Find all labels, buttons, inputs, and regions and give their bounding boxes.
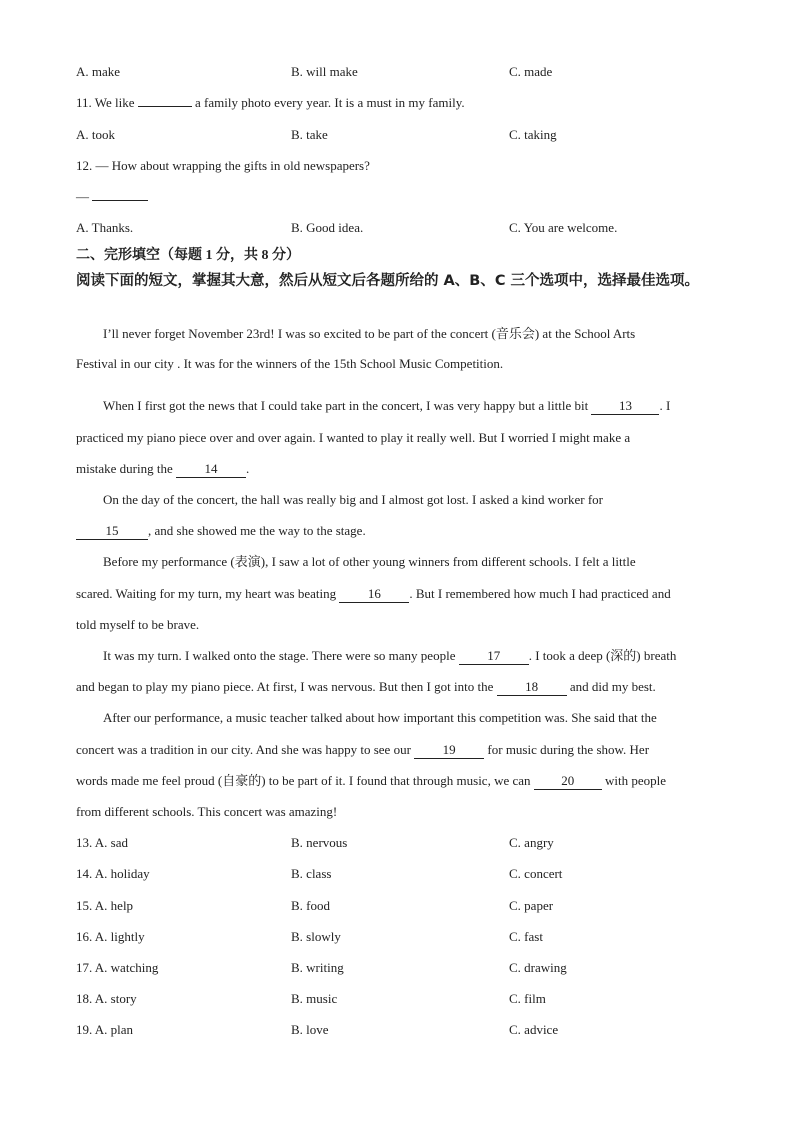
passage-text: . I took a deep (深的) breath (528, 648, 677, 663)
passage-p2-line3 (76, 459, 726, 479)
passage-text: . But I remembered how much I had practiced and (409, 586, 671, 601)
choice-18-c: C. film (509, 991, 546, 1006)
q10-option-a: A. make (76, 64, 121, 79)
choice-15-a: 15. A. help (76, 898, 134, 913)
passage-p4-line1: Before my performance (表演), I saw a lot of other young winners from different schools. I felt a little (103, 554, 636, 569)
choice-row-13 (76, 833, 726, 853)
choice-17-a: 17. A. watching (76, 960, 159, 975)
section-instructions: 阅读下面的短文，掌握其大意，然后从短文后各题所给的 A、B、C 三个选项中，选择最佳选项。 (76, 273, 700, 289)
choice-16-a: 16. A. lightly (76, 929, 145, 944)
blank-17: 17 (459, 648, 529, 665)
choice-row-14 (76, 864, 726, 884)
passage-text: When I first got the news that I could take part in the concert, I was very happy but a little bit (103, 398, 589, 413)
q11-stem (76, 93, 726, 113)
choice-row-16 (76, 927, 726, 947)
passage-text: scared. Waiting for my turn, my heart was beating (76, 586, 337, 601)
choice-14-a: 14. A. holiday (76, 866, 150, 881)
passage-p2-line1 (76, 396, 753, 416)
passage-text: for music during the show. Her (487, 742, 650, 757)
choice-19-b: B. love (291, 1022, 329, 1037)
q11-prefix: 11. We like (76, 95, 135, 110)
passage-p6-line2 (76, 740, 726, 760)
q11-option-a: A. took (76, 127, 115, 142)
choice-17-c: C. drawing (509, 960, 567, 975)
choice-row-19 (76, 1020, 726, 1040)
choice-18-a: 18. A. story (76, 991, 137, 1006)
blank-20: 20 (534, 773, 602, 790)
q12-option-c: C. You are welcome. (509, 220, 618, 235)
passage-p2-line2: practiced my piano piece over and over again. I wanted to play it really well. But I worried I might make a (76, 430, 631, 445)
q12-stem: 12. — How about wrapping the gifts in old newspapers? (76, 158, 370, 173)
choice-13-c: C. angry (509, 835, 554, 850)
q11-blank (138, 106, 192, 107)
blank-19: 19 (414, 742, 484, 759)
passage-p6-line4: from different schools. This concert was amazing! (76, 804, 338, 819)
choice-19-c: C. advice (509, 1022, 559, 1037)
q10-option-b: B. will make (291, 64, 358, 79)
choice-14-b: B. class (291, 866, 332, 881)
passage-p5-line2 (76, 677, 726, 697)
passage-text: . I (659, 398, 671, 413)
q12-option-b: B. Good idea. (291, 220, 364, 235)
choice-row-18 (76, 989, 726, 1009)
choice-13-a: 13. A. sad (76, 835, 128, 850)
blank-14: 14 (176, 461, 246, 478)
q12-option-a: A. Thanks. (76, 220, 134, 235)
choice-13-b: B. nervous (291, 835, 348, 850)
choice-row-15 (76, 896, 726, 916)
passage-p5-line1 (76, 646, 753, 666)
choice-14-c: C. concert (509, 866, 563, 881)
q11-option-b: B. take (291, 127, 328, 142)
passage-text: and did my best. (569, 679, 656, 694)
passage-text: concert was a tradition in our city. And she was happy to see our (76, 742, 411, 757)
blank-15: 15 (76, 523, 148, 540)
passage-p3-line1: On the day of the concert, the hall was really big and I almost got lost. I asked a kind worker for (103, 492, 603, 507)
passage-text: . (246, 461, 250, 476)
passage-p3-line2 (76, 521, 726, 541)
choice-15-b: B. food (291, 898, 330, 913)
passage-p1-line1: I’ll never forget November 23rd! I was so excited to be part of the concert (音乐会) at the School Arts (103, 326, 636, 341)
passage-p4-line3: told myself to be brave. (76, 617, 200, 632)
q12-options-row (76, 218, 726, 238)
choice-row-17 (76, 958, 726, 978)
blank-18: 18 (497, 679, 567, 696)
passage-text: , and she showed me the way to the stage. (148, 523, 366, 538)
q10-options-row (76, 62, 726, 82)
passage-text: mistake during the (76, 461, 173, 476)
passage-p4-line2 (76, 584, 726, 604)
q12-dash: — (76, 189, 89, 204)
passage-text: It was my turn. I walked onto the stage. There were so many people (103, 648, 456, 663)
passage-text: words made me feel proud (自豪的) to be part of it. I found that through music, we can (76, 773, 531, 788)
blank-16: 16 (339, 586, 409, 603)
choice-19-a: 19. A. plan (76, 1022, 134, 1037)
q12-blank (92, 200, 148, 201)
q11-option-c: C. taking (509, 127, 557, 142)
q12-response-line (76, 187, 726, 207)
passage-p1-line2: Festival in our city . It was for the winners of the 15th School Music Competition. (76, 356, 504, 371)
blank-13: 13 (591, 398, 659, 415)
q11-suffix: a family photo every year. It is a must in my family. (195, 95, 465, 110)
choice-16-b: B. slowly (291, 929, 341, 944)
q10-option-c: C. made (509, 64, 553, 79)
passage-text: with people (605, 773, 667, 788)
passage-p6-line1: After our performance, a music teacher talked about how important this competition was. She said that the (103, 710, 657, 725)
choice-15-c: C. paper (509, 898, 554, 913)
passage-p6-line3 (76, 771, 726, 791)
passage-text: and began to play my piano piece. At first, I was nervous. But then I got into the (76, 679, 494, 694)
section-title: 二、完形填空（每题 1 分，共 8 分） (76, 248, 300, 263)
choice-18-b: B. music (291, 991, 338, 1006)
choice-17-b: B. writing (291, 960, 344, 975)
choice-16-c: C. fast (509, 929, 543, 944)
q11-options-row (76, 125, 726, 145)
